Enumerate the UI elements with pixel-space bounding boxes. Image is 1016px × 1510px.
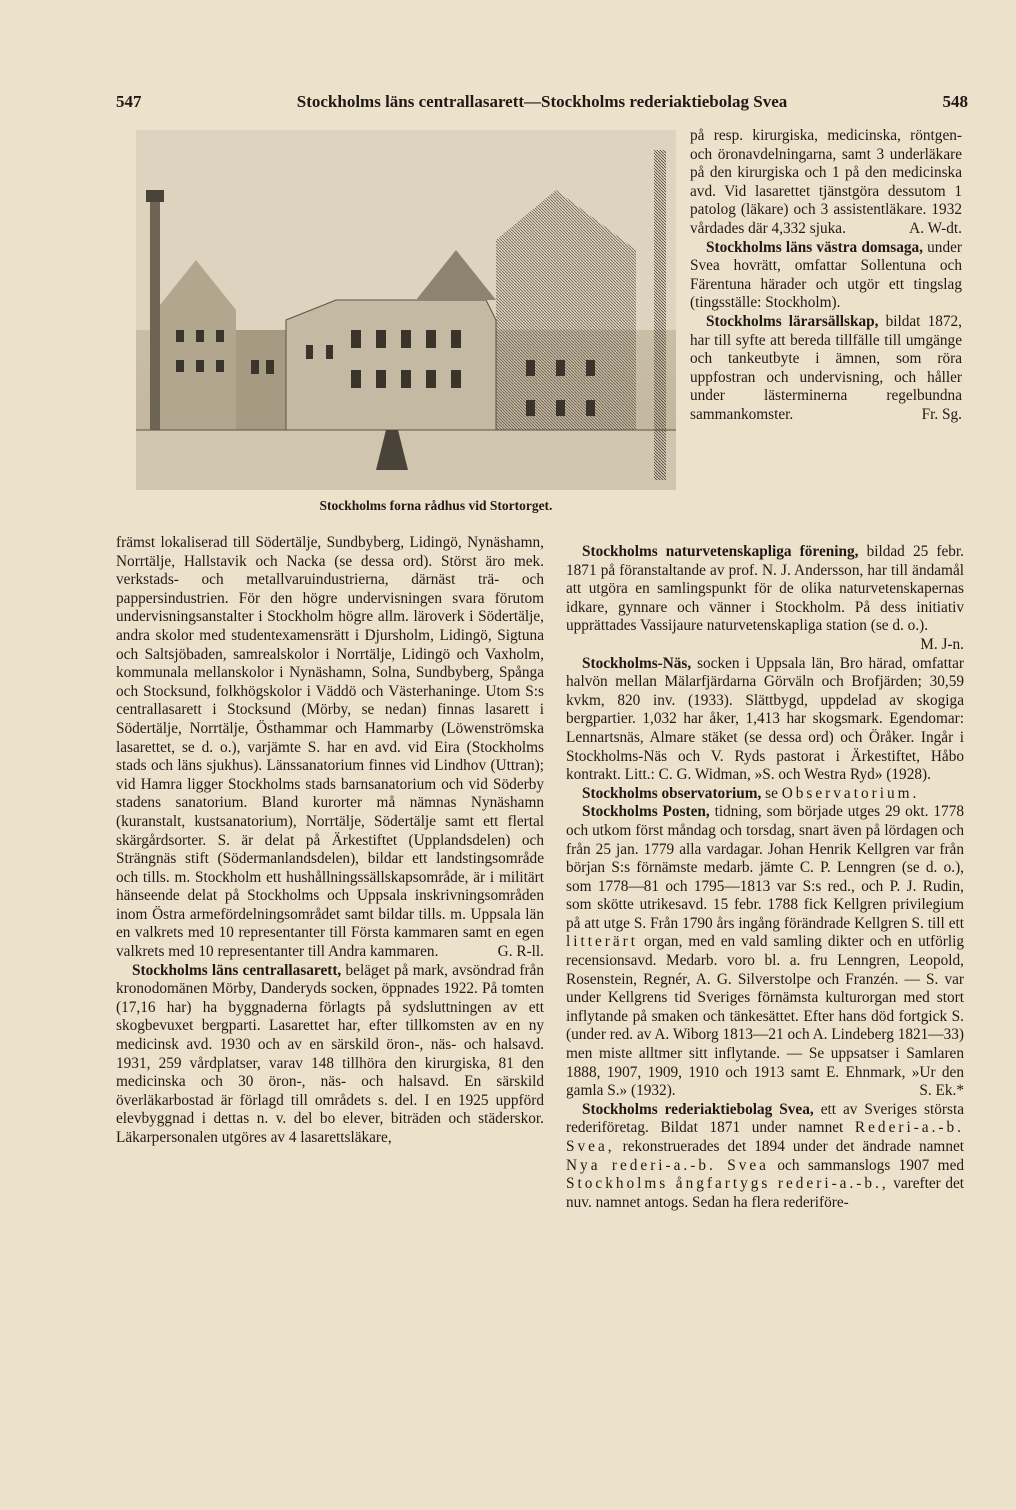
entry-text: socken i Uppsala län, Bro härad, omfattar halvön mellan Mälarfjärdarna Görväln och Brofjärden; 30,59 kvkm, 820 inv. (1933). Slättbygd, uppdelad av skogiga bergpartier. 1,032 har åker, 1,413 har skogsmark. Egendomar: Lennartsnäs, Almare stäket (se dessa ord) och Öråker. Ingår i Stockholms-Näs och V. Ryds pastorat i Ärkestiftet, Håbo kontrakt. Litt.: C. G. Widman, »S. och Westra Ryd» (1928).	[566, 654, 964, 784]
signature: A. W-dt.	[909, 219, 962, 237]
entry-text: beläget på mark, avsöndrad från kronodomänen Mörby, Danderyds socken, öppnades 1922. På tomten (17,16 har) ha byggnaderna förlagts på sydsluttningen av ett skogbevuxet bergparti. Lasarettet har, efter tillkomsten av en ny medicinsk avd. 1930 och av en särskild öron-, näs- och halsavd. 1931, 259 vårdplatser, varav 148 tillhöra den kirurgiska, 81 den medicinska och 30 öron-, näs- och halsavd. En särskild överläkarbostad är förlagd till områdets s. del. I en 1925 uppförd elevbyggnad i dettas n. v. del bo elever, biträden och städerskor. Läkarpersonalen utgöres av 4 lasarettsläkare,	[116, 961, 544, 1146]
running-header	[116, 92, 968, 122]
text: på resp. kirurgiska, medicinska, röntgen- och öronavdelningarna, samt 3 underläkare på den kirurgiska och 1 på den medicinska avd. Vid lasarettet tjänstgöra dessutom 1 patolog (läkare) och 3 assistentläkare. 1932 vårdades där 4,332 sjuka.	[690, 127, 962, 237]
entry-headword: Stockholms observatorium,	[582, 784, 762, 802]
entry-observatorium	[566, 785, 964, 804]
signature: G. R-ll.	[497, 943, 544, 961]
running-title: Stockholms läns centrallasarett—Stockholms rederiaktiebolag Svea	[296, 92, 788, 111]
entry-centrallasarett	[116, 962, 544, 1148]
entry-text: varefter det nuv. namnet antogs. Sedan ha flera rederiföre-	[566, 1175, 965, 1211]
entry-text: se	[765, 784, 778, 802]
paragraph	[116, 534, 544, 962]
entry-headword: Stockholms läns västra domsaga,	[706, 238, 923, 256]
entry-text: under Svea hovrätt, omfattar Sollentuna och Färentuna härader och utgör ett tingslag (tingsställe: Stockholm).	[690, 238, 962, 312]
entry-headword: Stockholms naturvetenskapliga förening,	[582, 543, 859, 560]
entry-headword: Stockholms läns centrallasarett,	[132, 961, 342, 979]
spaced-name: Rederi-a.-b. Svea,	[566, 1119, 964, 1155]
entry-vastra-domsaga	[690, 239, 962, 313]
figure-caption: Stockholms forna rådhus vid Stortorget.	[319, 498, 553, 513]
entry-text: rekonstruerades det 1894 under det ändrade namnet	[622, 1138, 965, 1155]
engraving-drawing	[136, 130, 676, 490]
signature: M. J-n.	[920, 635, 964, 653]
entry-posten	[566, 803, 964, 1101]
entry-stockholms-nas	[566, 655, 964, 785]
signature: Fr. Sg.	[921, 405, 962, 423]
entry-text: ett av Sveriges största rederiföretag. Bildat 1871 under namnet	[566, 1100, 964, 1137]
spaced-name: Stockholms ångfartygs rederi-a.-b.,	[566, 1175, 889, 1193]
entry-text: bildat 1872, har till syfte att bereda tillfälle till umgänge och tankeutbyte i ämnen, som röra uppfostran och undervisning, och håller under lästerminerna regelbundna sammankomster.	[690, 312, 962, 423]
entry-headword: Stockholms rederiaktiebolag Svea,	[582, 1100, 814, 1118]
entry-text: bildad 25 febr. 1871 på föranstaltande av prof. N. J. Andersson, har till ändamål att utgöra en samlingspunkt för de olika naturvetenskapernas idkare, gynnare och vänner i Stockholm. På dess initiativ upprättades Vassijaure naturvetenskapliga station (se d. o.).	[566, 543, 964, 635]
entry-headword: Stockholms-Näs,	[582, 654, 692, 672]
spaced-word: litterärt	[566, 933, 639, 951]
entry-naturvetenskapliga	[566, 543, 964, 653]
entry-text: tidning, som började utges 29 okt. 1778 och utkom först måndag och torsdag, snart även på lördagen och från 25 jan. 1779 alla vardagar. Johan Henrik Kellgren var från början S:s förnämste medarb. jämte C. P. Lenngren (se d. o.), som 1778—81 och 1795—1813 var S:s red., och P. J. Rudin, som skötte utrikesavd. 15 febr. 1788 fick Kellgren privilegium på att utge S. Från 1790 års ingång förändrade Kellgren S. till ett	[566, 803, 964, 932]
engraving-illustration	[136, 130, 676, 490]
page-number-left: 547	[116, 92, 142, 111]
entry-headword: Stockholms lärarsällskap,	[706, 312, 879, 330]
left-column-lower	[116, 534, 544, 1148]
entry-headword: Stockholms Posten,	[582, 803, 710, 821]
right-column-lower	[566, 543, 964, 1212]
entry-lararsallskap	[690, 313, 962, 425]
signature: S. Ek.*	[919, 1082, 964, 1100]
entry-text: organ, med en vald samling dikter och en utförlig recensionsavd. Medarb. voro bl. a. fru Lenngren, Leopold, Rosenstein, Regnér, A. G. Silverstolpe och Franzén. — S. var under Kellgrens tid Sveriges förnämsta kulturorgan med stort inflytande på smaken och tänkesättet. Efter hans död fortgick S. (under red. av A. Wiborg 1813—21 och A. Lindeberg 1821—33) men miste alltmer sitt inflytande. — Se uppsatser i Samlaren 1888, 1907, 1909, 1910 och 1913 samt E. Ehnmark, »Ur den gamla S.» (1932).	[566, 933, 964, 1100]
cross-reference: Observatorium.	[781, 784, 920, 802]
page-number-right: 548	[942, 92, 968, 111]
paragraph	[690, 127, 962, 239]
spaced-name: Nya rederi-a.-b. Svea	[566, 1156, 769, 1174]
entry-svea	[566, 1101, 964, 1213]
entry-text: och sammanslogs 1907 med	[777, 1156, 965, 1174]
text: främst lokaliserad till Södertälje, Sundbyberg, Lidingö, Nynäshamn, Norrtälje, Hallstavik och Nacka (se dessa ord). Störst äro mek. verkstads- och metallvaruindustrierna, därnäst trä- och pappersindustrien. För den högre undervisningen svara förutom undervisningsanstalter i Stockholm högre allm. läroverk i Södertälje, andra skolor med studentexamensrätt i Djursholm, Lidingö, Sigtuna och Saltsjöbaden, samrealskolor i Norrtälje, Lidingö och Vaxholm, kommunala mellanskolor i Nynäshamn, Solna, Sundbyberg, Spånga och Stocksund, folkhögskolor i Väddö och Västerhaninge. Utom S:s centrallasarett i Stocksund (Mörby, se nedan) finnas lasarett i Södertälje, Norrtälje, Östhammar och Hammarby (Löwenströmska lasarettet, se d. o.), varjämte S. har en avd. vid Eira (Stockholms stads och läns sjukhus). Länssanatorium finnes vid Lindhov (Uttran); vid Hamra ligger Stockholms stads barnsanatorium och vid Söderby stadens sanatorium. Bland kurorter må nämnas Nynäshamn (kuranstalt, kustsanatorium), Norrtälje, Södertälje samt ett flertal skärgårdsorter. S. är delat på Ärkestiftet (Upplandsdelen) och Strängnäs stift (Södermanlandsdelen), bildar ett landstingsområde och tills. m. Stockholm ett hushållningssällskapsområde, är i militärt hänseende delat på Stockholms och Uppsala inskrivningsområden inom Östra armefördelningsområdet samt bildar tills. m. Uppsala län en valkrets med 10 representanter till Första kammaren samt en egen valkrets med 10 representanter till Andra kammaren.	[116, 534, 544, 961]
right-column-upper	[690, 127, 962, 425]
